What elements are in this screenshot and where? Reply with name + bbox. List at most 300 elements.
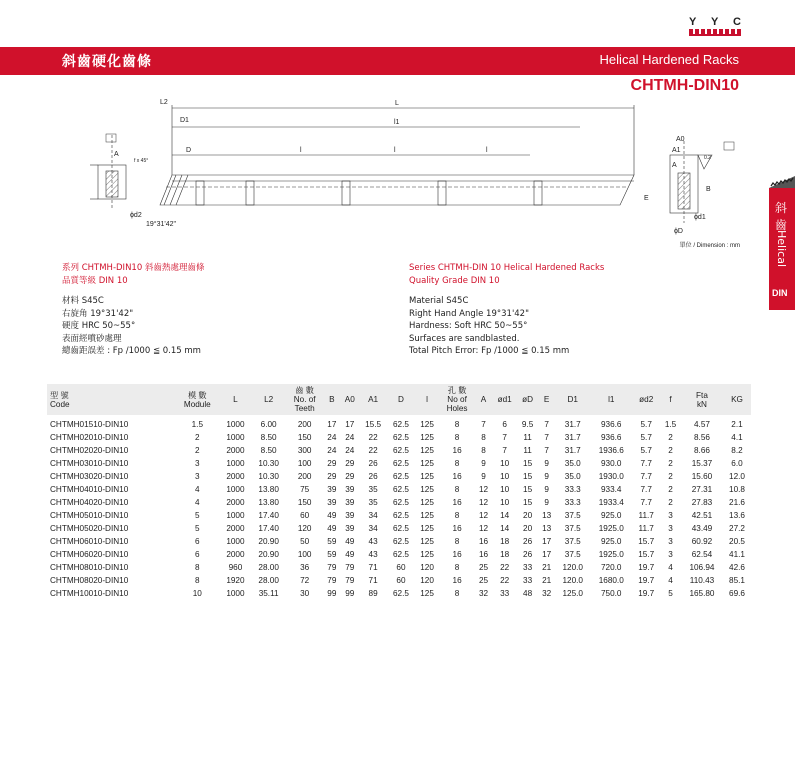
value-cell: 39 — [345, 524, 355, 533]
value-cell: 2000 — [226, 498, 245, 507]
column-header — [723, 384, 751, 415]
category-side-tab[interactable] — [769, 188, 795, 310]
value-cell: 19.7 — [638, 589, 655, 598]
value-cell: 20.90 — [258, 537, 279, 546]
value-cell: 3 — [668, 524, 673, 533]
page-title-en: Helical Hardened Racks — [599, 52, 739, 67]
value-cell: 125 — [420, 524, 434, 533]
value-cell: 35 — [368, 485, 378, 494]
value-cell: 125 — [420, 420, 434, 429]
table-row — [47, 444, 751, 457]
spec-line: 右旋角 19°31'42" — [62, 308, 134, 319]
value-cell: 2 — [195, 433, 200, 442]
value-cell: 11.7 — [638, 524, 654, 533]
value-cell: 79 — [345, 576, 355, 585]
value-cell: 9 — [544, 472, 549, 481]
column-header-line: E — [543, 395, 550, 404]
value-cell: 12 — [478, 498, 489, 507]
value-cell: 27.2 — [729, 524, 745, 533]
value-cell: 48 — [523, 589, 533, 598]
value-cell: 1000 — [226, 537, 245, 546]
value-cell: 2000 — [226, 524, 245, 533]
value-cell: 21 — [542, 576, 552, 585]
spec-table — [47, 384, 751, 600]
value-cell: 1000 — [226, 511, 245, 520]
code-cell: CHTMH04020-DIN10 — [50, 498, 129, 507]
value-cell: 33 — [523, 576, 533, 585]
value-cell: 12 — [478, 485, 489, 494]
value-cell: 8 — [454, 485, 460, 494]
flatness-symbol-icon — [724, 142, 734, 150]
value-cell: 2 — [668, 472, 673, 481]
value-cell: 79 — [345, 563, 355, 572]
column-header-line: kN — [696, 399, 707, 409]
table-row — [47, 457, 751, 470]
table-row — [47, 535, 751, 548]
value-cell: 9 — [544, 498, 549, 507]
model-title: CHTMH-DIN10 — [630, 77, 739, 94]
column-header-line: Fta — [696, 390, 708, 400]
value-cell: 62.5 — [392, 420, 409, 429]
value-cell: 37.5 — [564, 537, 581, 546]
value-cell: 13.80 — [258, 485, 279, 494]
dim-label: B — [706, 186, 711, 193]
value-cell: 59 — [327, 537, 337, 546]
value-cell: 15.60 — [691, 472, 713, 481]
value-cell: 3 — [195, 472, 200, 481]
value-cell: 34 — [368, 524, 378, 533]
value-cell: 24 — [345, 446, 355, 455]
value-cell: 15 — [523, 459, 533, 468]
dim-label: D1 — [180, 117, 189, 124]
series-zh: 系列 CHTMH-DIN10 斜齒熱處理齒條 — [62, 263, 205, 273]
dim-label: l — [486, 147, 488, 154]
value-cell: 165.80 — [689, 589, 715, 598]
value-cell: 42.6 — [729, 563, 745, 572]
code-cell: CHTMH03020-DIN10 — [50, 472, 129, 481]
value-cell: 2000 — [226, 472, 245, 481]
value-cell: 15.37 — [691, 459, 713, 468]
value-cell: 69.6 — [729, 589, 745, 598]
value-cell: 7 — [544, 446, 549, 455]
value-cell: 2.1 — [731, 420, 743, 429]
grade-zh: 品質等級 DIN 10 — [62, 275, 128, 286]
value-cell: 60 — [300, 511, 310, 520]
value-cell: 62.5 — [392, 485, 409, 494]
spec-line: Hardness: Soft HRC 50~55° — [409, 321, 528, 331]
column-header-line: 模 數 — [187, 390, 207, 400]
value-cell: 7.7 — [640, 498, 652, 507]
column-header-line: f — [669, 395, 672, 404]
dim-label: L — [395, 100, 399, 107]
value-cell: 13.6 — [729, 511, 745, 520]
value-cell: 33.3 — [564, 498, 581, 507]
value-cell: 25 — [478, 563, 489, 572]
value-cell: 10.8 — [729, 485, 745, 494]
side-tab-din: DIN — [772, 288, 788, 298]
value-cell: 8 — [454, 589, 460, 598]
logo-letter: C — [733, 16, 741, 28]
column-header-line: A0 — [344, 395, 355, 404]
value-cell: 10 — [500, 498, 510, 507]
column-header — [175, 384, 220, 415]
value-cell: 5.7 — [640, 420, 652, 429]
value-cell: 1000 — [226, 459, 245, 468]
value-cell: 7 — [544, 433, 549, 442]
value-cell: 22 — [368, 446, 378, 455]
value-cell: 1680.0 — [598, 576, 624, 585]
value-cell: 3 — [668, 511, 673, 520]
spec-line: 總齒距誤差 : Fp /1000 ≦ 0.15 mm — [62, 346, 201, 356]
value-cell: 4.57 — [694, 420, 710, 429]
value-cell: 12 — [478, 524, 489, 533]
value-cell: 42.51 — [691, 511, 713, 520]
logo-rack-base — [689, 34, 741, 36]
value-cell: 85.1 — [729, 576, 745, 585]
value-cell: 8 — [454, 537, 460, 546]
value-cell: 5.7 — [640, 446, 652, 455]
spec-line: Material S45C — [409, 296, 469, 306]
value-cell: 125 — [420, 485, 434, 494]
code-cell: CHTMH08010-DIN10 — [50, 563, 129, 572]
value-cell: 15 — [523, 498, 533, 507]
value-cell: 8 — [481, 446, 486, 455]
value-cell: 125.0 — [562, 589, 583, 598]
value-cell: 62.5 — [392, 446, 409, 455]
value-cell: 31.7 — [564, 446, 581, 455]
value-cell: 39 — [345, 485, 355, 494]
table-row — [47, 496, 751, 509]
value-cell: 14 — [500, 524, 510, 533]
value-cell: 9 — [481, 459, 486, 468]
dim-label: D — [186, 147, 192, 154]
dim-label: 0.2 — [704, 155, 711, 161]
logo-letter: Y — [689, 16, 697, 28]
value-cell: 6 — [195, 537, 200, 546]
value-cell: 1000 — [226, 589, 245, 598]
dim-label: ϕd1 — [694, 214, 706, 221]
value-cell: 120 — [297, 524, 312, 533]
code-cell: CHTMH03010-DIN10 — [50, 459, 129, 468]
value-cell: 8.56 — [694, 433, 710, 442]
column-header-line: 孔 數 — [447, 386, 467, 395]
title-bar — [0, 47, 795, 75]
value-cell: 31.7 — [564, 420, 581, 429]
value-cell: 37.5 — [564, 511, 581, 520]
value-cell: 62.5 — [392, 511, 409, 520]
dim-label: 19°31'42" — [146, 221, 176, 228]
value-cell: 8 — [195, 576, 200, 585]
value-cell: 32 — [542, 589, 552, 598]
value-cell: 16 — [452, 446, 462, 455]
value-cell: 720.0 — [601, 563, 622, 572]
value-cell: 99 — [345, 589, 355, 598]
spec-line: Total Pitch Error: Fp /1000 ≦ 0.15 mm — [409, 346, 570, 356]
value-cell: 43 — [368, 550, 378, 559]
value-cell: 9 — [544, 485, 549, 494]
value-cell: 26 — [523, 537, 533, 546]
technical-drawing — [60, 95, 740, 255]
value-cell: 7.7 — [640, 485, 652, 494]
value-cell: 30 — [300, 589, 310, 598]
logo-letter: Y — [711, 16, 719, 28]
value-cell: 75 — [300, 485, 310, 494]
value-cell: 29 — [327, 459, 337, 468]
value-cell: 9.5 — [521, 420, 534, 429]
value-cell: 35.11 — [258, 589, 279, 598]
value-cell: 1000 — [226, 485, 245, 494]
column-header — [590, 384, 632, 415]
value-cell: 39 — [327, 498, 337, 507]
value-cell: 17 — [542, 537, 552, 546]
value-cell: 125 — [420, 498, 434, 507]
value-cell: 16 — [452, 524, 462, 533]
value-cell: 60 — [396, 563, 406, 572]
column-header-line: A — [480, 395, 487, 404]
left-end-view — [90, 135, 126, 210]
value-cell: 2 — [668, 498, 673, 507]
value-cell: 200 — [297, 472, 312, 481]
value-cell: 7 — [502, 446, 507, 455]
value-cell: 125 — [420, 459, 434, 468]
value-cell: 13 — [542, 511, 552, 520]
value-cell: 8 — [454, 420, 460, 429]
table-header-row — [47, 384, 751, 415]
value-cell: 37.5 — [564, 550, 581, 559]
value-cell: 62.5 — [392, 524, 409, 533]
value-cell: 20.90 — [258, 550, 279, 559]
value-cell: 1925.0 — [598, 550, 624, 559]
column-header-line: Teeth — [294, 404, 315, 413]
value-cell: 28.00 — [258, 576, 279, 585]
value-cell: 33 — [523, 563, 533, 572]
value-cell: 1000 — [226, 420, 245, 429]
value-cell: 33.3 — [564, 485, 581, 494]
value-cell: 106.94 — [689, 563, 715, 572]
column-header-line: ød1 — [497, 395, 512, 404]
value-cell: 19.7 — [638, 576, 655, 585]
column-header-line: B — [329, 395, 335, 404]
value-cell: 8.50 — [260, 433, 277, 442]
value-cell: 15 — [523, 485, 533, 494]
table-body — [47, 415, 751, 600]
code-cell: CHTMH05010-DIN10 — [50, 511, 129, 520]
value-cell: 49 — [345, 537, 355, 546]
dim-label: ϕD — [674, 228, 683, 235]
value-cell: 100 — [297, 459, 312, 468]
value-cell: 10.30 — [258, 472, 279, 481]
column-header-line: KG — [731, 395, 743, 404]
column-header-line: l1 — [608, 395, 615, 404]
code-cell: CHTMH02010-DIN10 — [50, 433, 129, 442]
value-cell: 29 — [345, 459, 355, 468]
value-cell: 11 — [523, 446, 532, 455]
table-row — [47, 561, 751, 574]
dim-label: ϕd2 — [130, 212, 142, 219]
dim-label: A0 — [676, 136, 685, 143]
value-cell: 2000 — [226, 446, 245, 455]
description-zh — [62, 262, 204, 358]
value-cell: 12 — [478, 511, 489, 520]
value-cell: 49 — [327, 511, 337, 520]
column-header — [681, 384, 723, 415]
column-header — [415, 384, 439, 415]
value-cell: 3 — [668, 550, 673, 559]
column-header — [517, 384, 538, 415]
column-header-line: l — [426, 395, 428, 404]
value-cell: 36 — [300, 563, 310, 572]
value-cell: 8.2 — [731, 446, 743, 455]
value-cell: 24 — [345, 433, 355, 442]
code-cell: CHTMH06010-DIN10 — [50, 537, 129, 546]
value-cell: 930.0 — [601, 459, 622, 468]
value-cell: 1933.4 — [598, 498, 624, 507]
value-cell: 5 — [668, 589, 673, 598]
value-cell: 35 — [368, 498, 378, 507]
value-cell: 21 — [542, 563, 552, 572]
value-cell: 16 — [452, 550, 462, 559]
column-header-line: 型 號 — [50, 390, 69, 400]
value-cell: 22 — [368, 433, 378, 442]
value-cell: 1925.0 — [598, 524, 624, 533]
code-cell: CHTMH01510-DIN10 — [50, 420, 129, 429]
value-cell: 37.5 — [564, 524, 581, 533]
value-cell: 26 — [368, 459, 378, 468]
value-cell: 8.66 — [694, 446, 710, 455]
value-cell: 31.7 — [564, 433, 581, 442]
value-cell: 43.49 — [691, 524, 713, 533]
value-cell: 936.6 — [601, 433, 622, 442]
value-cell: 49 — [345, 550, 355, 559]
dim-label: f x 45° — [134, 158, 149, 164]
value-cell: 17 — [345, 420, 355, 429]
value-cell: 29 — [345, 472, 355, 481]
description-en — [409, 262, 604, 358]
column-header-line: No of — [447, 395, 467, 404]
value-cell: 9 — [544, 459, 549, 468]
value-cell: 62.5 — [392, 589, 409, 598]
table-row — [47, 548, 751, 561]
value-cell: 71 — [368, 576, 378, 585]
value-cell: 32 — [478, 589, 489, 598]
value-cell: 24 — [327, 433, 337, 442]
value-cell: 120.0 — [562, 563, 583, 572]
dimension-unit-note: 單位 / Dimension : mm — [679, 243, 740, 249]
value-cell: 27.31 — [691, 485, 713, 494]
value-cell: 125 — [420, 589, 434, 598]
code-cell: CHTMH05020-DIN10 — [50, 524, 129, 533]
value-cell: 20 — [523, 511, 533, 520]
table-row — [47, 431, 751, 444]
value-cell: 14 — [500, 511, 510, 520]
table-row — [47, 522, 751, 535]
value-cell: 7 — [481, 420, 486, 429]
side-tab-zh: 斜齒 — [775, 201, 788, 232]
code-cell: CHTMH10010-DIN10 — [50, 589, 129, 598]
value-cell: 16 — [452, 472, 462, 481]
value-cell: 62.5 — [392, 459, 409, 468]
value-cell: 16 — [452, 576, 462, 585]
value-cell: 17 — [327, 420, 337, 429]
value-cell: 300 — [297, 446, 312, 455]
value-cell: 125 — [420, 550, 434, 559]
value-cell: 10.30 — [258, 459, 279, 468]
table-row — [47, 587, 751, 600]
column-header — [439, 384, 475, 415]
value-cell: 13.80 — [258, 498, 279, 507]
dim-label: A — [672, 162, 677, 169]
value-cell: 15.7 — [638, 550, 655, 559]
value-cell: 120 — [420, 563, 434, 572]
value-cell: 25 — [478, 576, 489, 585]
value-cell: 150 — [297, 498, 312, 507]
code-cell: CHTMH02020-DIN10 — [50, 446, 129, 455]
spec-line: Surfaces are sandblasted. — [409, 333, 520, 344]
value-cell: 5 — [195, 524, 200, 533]
value-cell: 4.1 — [731, 433, 743, 442]
value-cell: 1.5 — [191, 420, 203, 429]
value-cell: 19.7 — [638, 563, 655, 572]
table-row — [47, 509, 751, 522]
value-cell: 10 — [500, 485, 510, 494]
value-cell: 8 — [454, 433, 460, 442]
value-cell: 750.0 — [601, 589, 622, 598]
value-cell: 11 — [523, 433, 532, 442]
column-header — [47, 384, 175, 415]
value-cell: 16 — [478, 550, 489, 559]
value-cell: 6 — [195, 550, 200, 559]
value-cell: 10 — [192, 589, 202, 598]
value-cell: 8.50 — [260, 446, 277, 455]
value-cell: 41.1 — [729, 550, 745, 559]
spec-line: 材料 S45C — [62, 296, 104, 306]
value-cell: 1000 — [226, 433, 245, 442]
column-header-line: D — [397, 395, 404, 404]
value-cell: 4 — [195, 485, 200, 494]
value-cell: 6.0 — [731, 459, 743, 468]
column-header — [492, 384, 517, 415]
value-cell: 6 — [502, 420, 507, 429]
column-header-line: Code — [50, 399, 70, 409]
column-header-line: Module — [183, 399, 211, 409]
series-en: Series CHTMH-DIN 10 Helical Hardened Racks — [409, 263, 605, 273]
value-cell: 49 — [327, 524, 337, 533]
value-cell: 60.92 — [691, 537, 713, 546]
column-header — [359, 384, 387, 415]
value-cell: 34 — [368, 511, 378, 520]
code-cell: CHTMH04010-DIN10 — [50, 485, 129, 494]
value-cell: 150 — [297, 433, 312, 442]
table-row — [47, 415, 751, 431]
value-cell: 4 — [668, 576, 673, 585]
value-cell: 22 — [500, 563, 510, 572]
value-cell: 89 — [368, 589, 378, 598]
rack-thumbnail-icon — [769, 170, 795, 188]
value-cell: 21.6 — [729, 498, 745, 507]
value-cell: 7 — [544, 420, 549, 429]
value-cell: 43 — [368, 537, 378, 546]
value-cell: 1930.0 — [598, 472, 624, 481]
spec-line: Right Hand Angle 19°31'42" — [409, 308, 530, 319]
value-cell: 2 — [668, 485, 673, 494]
value-cell: 24 — [327, 446, 337, 455]
flatness-symbol-icon — [106, 134, 116, 142]
side-tab-en: Helical — [775, 230, 788, 267]
value-cell: 125 — [420, 472, 434, 481]
value-cell: 100 — [297, 550, 312, 559]
value-cell: 5 — [195, 511, 200, 520]
spec-line: 表面經噴砂處理 — [62, 333, 122, 344]
